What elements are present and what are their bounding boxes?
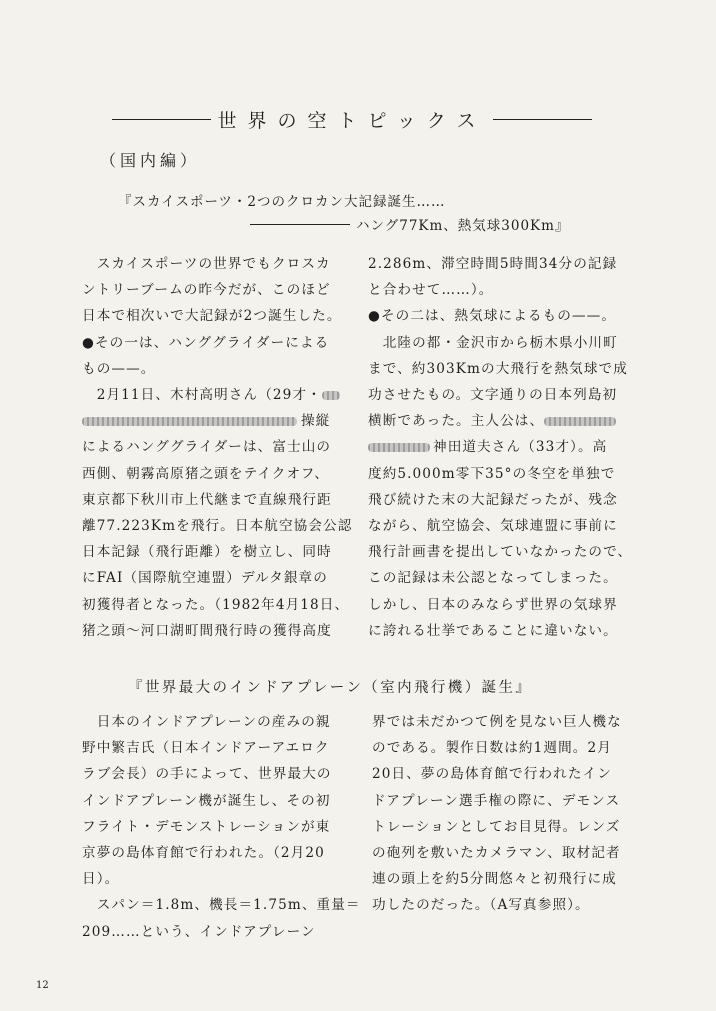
text-line: 神田道夫さん（33才）。高 bbox=[368, 434, 633, 460]
text-line: スパン＝1.8m、機長＝1.75m、重量＝ bbox=[96, 897, 361, 914]
article1-subtitle-line2-text: ハング77Km、熱気球300Km』 bbox=[356, 218, 570, 234]
redaction-mark bbox=[368, 443, 430, 452]
text-line: 功したのだった。（A写真参照）。 bbox=[372, 897, 590, 914]
text-line: もの——。 bbox=[82, 360, 156, 377]
redaction-mark bbox=[82, 417, 297, 426]
text-line: に誇れる壮挙であることに違いない。 bbox=[368, 622, 618, 639]
text-line: 209……という、インドアプレーン bbox=[82, 923, 316, 940]
heading-text: 世界の空トピックス bbox=[217, 109, 487, 132]
text-line: 飛行計画書を提出していなかったので、 bbox=[368, 544, 633, 561]
text-line: にFAI（国際航空連盟）デルタ銀章の bbox=[82, 570, 328, 587]
text-line: 横断であった。主人公は、 bbox=[368, 408, 633, 434]
text-line: 日本で相次いで大記録が2つ誕生した。 bbox=[82, 308, 342, 325]
text-line: インドアプレーン機が誕生し、その初 bbox=[82, 792, 331, 809]
text-line: 度約5.000m零下35°の冬空を単独で bbox=[368, 465, 616, 482]
text-line: 初獲得者となった。（1982年4月18日、 bbox=[82, 596, 350, 613]
text-line: まで、約303Kmの大飛行を熱気球で成 bbox=[368, 360, 628, 377]
text-line: ラブ会長）の手によって、世界最大の bbox=[82, 766, 332, 783]
section-label: （国内編） bbox=[100, 151, 201, 170]
article2-title: 『世界最大のインドアプレーン（室内飛行機）誕生』 bbox=[128, 680, 533, 696]
text-line: 20日、夢の島体育館で行われたイン bbox=[372, 766, 612, 783]
article1-column-left bbox=[82, 251, 362, 644]
text-line: スカイスポーツの世界でもクロスカ bbox=[96, 256, 331, 272]
text-line: ながら、航空協会、気球連盟に事前に bbox=[368, 518, 618, 535]
page-number: 12 bbox=[36, 980, 49, 991]
text-line: 日本記録（飛行距離）を樹立し、同時 bbox=[82, 544, 332, 561]
article2-column-right bbox=[372, 709, 637, 919]
text-line: の砲列を敷いたカメラマン、取材記者 bbox=[372, 845, 621, 862]
heading-rule-right bbox=[493, 119, 592, 120]
text-line: 飛び続けた末の大記録だったが、残念 bbox=[368, 491, 618, 508]
article1-subtitle-line2 bbox=[250, 214, 569, 234]
article1-subtitle-line1: 『スカイスポーツ・2つのクロカン大記録誕生…… bbox=[118, 194, 446, 210]
text-line: フライト・デモンストレーションが東 bbox=[82, 818, 331, 835]
text-line: と合わせて……）。 bbox=[368, 282, 494, 299]
text-line: 猪之頭～河口湖町間飛行時の獲得高度 bbox=[82, 622, 332, 639]
redaction-mark bbox=[322, 391, 340, 400]
text-line: 東京都下秋川市上代継まで直線飛行距 bbox=[82, 491, 332, 508]
text-line: しかし、日本のみならず世界の気球界 bbox=[368, 596, 618, 613]
text-line: トレーションとしてお目見得。レンズ bbox=[372, 818, 621, 835]
text-line: 功させたもの。文字通りの日本列島初 bbox=[368, 387, 618, 404]
text-line: ●その一は、ハンググライダーによる bbox=[82, 334, 330, 351]
text-line: 離77.223Kmを飛行。日本航空協会公認 bbox=[82, 518, 353, 535]
heading-rule-left bbox=[112, 119, 211, 120]
text-line: この記録は未公認となってしまった。 bbox=[368, 570, 618, 587]
text-line: 日）。 bbox=[82, 871, 120, 888]
text-line: 野中繁吉氏（日本インドアーアエロク bbox=[82, 740, 330, 757]
text-line: によるハンググライダーは、富士山の bbox=[82, 439, 332, 456]
text-line: のである。製作日数は約1週間。2月 bbox=[372, 740, 612, 757]
text-line: 北陸の都・金沢市から栃木県小川町 bbox=[382, 334, 618, 351]
text-line: 操縦 bbox=[82, 408, 362, 434]
article2-column-left bbox=[82, 709, 361, 945]
text-line: 日本のインドアプレーンの産みの親 bbox=[96, 714, 331, 730]
page-heading bbox=[112, 106, 592, 132]
article1-column-right bbox=[368, 251, 633, 644]
subtitle-rule bbox=[250, 224, 350, 225]
text-line: ●その二は、熱気球によるもの——。 bbox=[368, 308, 617, 325]
text-line: 2.286m、滞空時間5時間34分の記録 bbox=[368, 256, 618, 272]
text-line: 2月11日、木村高明さん（29才・ bbox=[82, 382, 362, 408]
text-line: ドアプレーン選手権の際に、デモンス bbox=[372, 792, 621, 809]
redaction-mark bbox=[544, 417, 616, 426]
text-line: 連の頭上を約5分間悠々と初飛行に成 bbox=[372, 871, 617, 888]
text-line: ントリーブームの昨今だが、このほど bbox=[82, 282, 331, 299]
text-line: 界では未だかつて例を見ない巨人機な bbox=[372, 714, 622, 730]
text-line: 京夢の島体育館で行われた。（2月20 bbox=[82, 845, 325, 862]
text-line: 西側、朝霧高原猪之頭をテイクオフ、 bbox=[82, 465, 330, 482]
